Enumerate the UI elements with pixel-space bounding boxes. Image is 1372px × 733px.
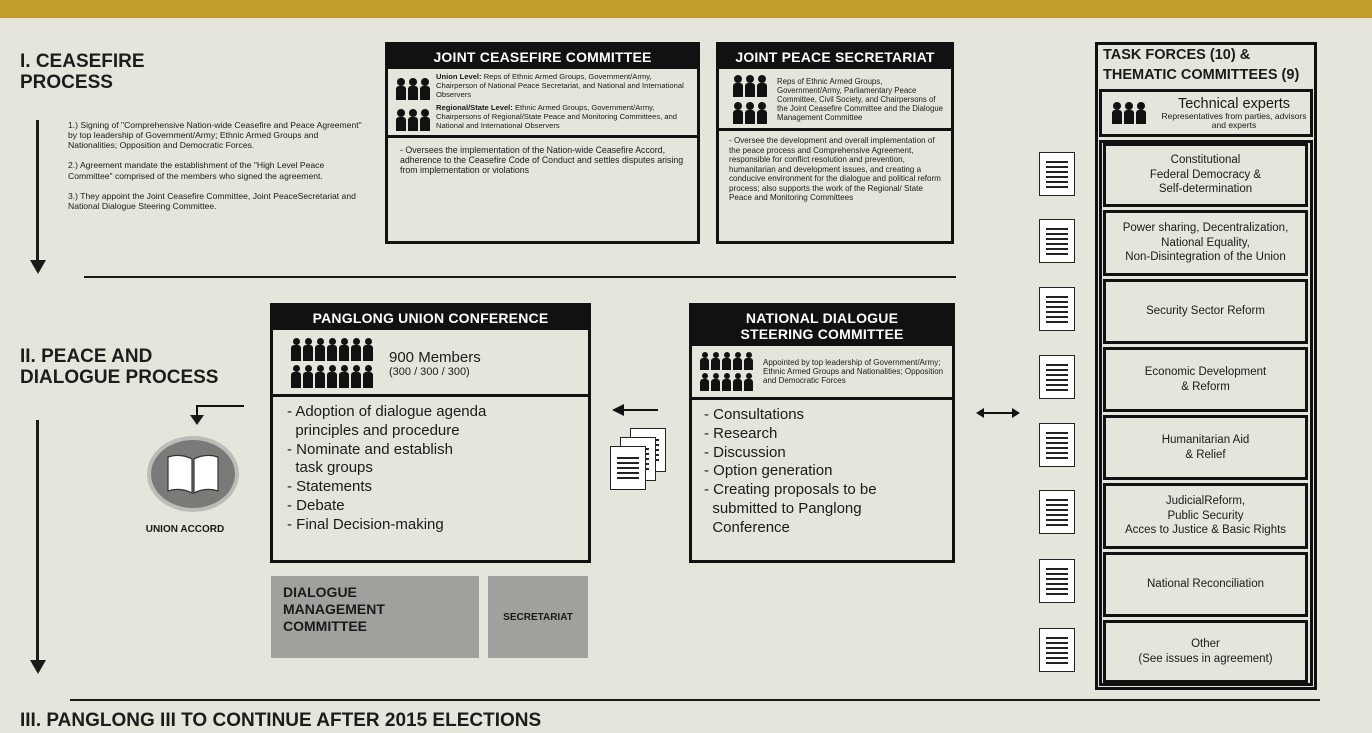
left-arrow-icon [612,404,624,416]
joint-peace-secretariat-box [716,42,954,244]
list-item: - Statements [287,478,373,495]
union-accord-label: UNION ACCORD [145,524,225,535]
puc-members: 900 Members [389,348,481,366]
list-item: - Debate [287,496,345,514]
thematic-committee-item: Other (See issues in agreement) [1103,620,1308,683]
jcc-union-row [388,69,697,102]
list-item: - Creating proposals to be [704,481,877,499]
technical-experts-box [1099,89,1313,137]
thematic-committee-item: Humanitarian Aid & Relief [1103,415,1308,480]
left-arrow-line [622,409,658,411]
jcc-state-desc: Ethnic Armed Groups, Government/Army, Chairpersons of Regional/State Peace and Monitoring Committees, and National and International Observers [436,102,678,130]
section-1-arrow-line [36,120,39,260]
people-icon [733,75,767,97]
list-item: - Nominate and establish [287,440,453,458]
ndsc-title-line2: STEERING COMMITTEE [740,326,904,343]
section-divider-2 [70,699,1320,701]
ndsc-members: Appointed by top leadership of Government/Army; Ethnic Armed Groups and Nationalities; Opposition and Democratic Forces [763,357,944,386]
list-item: - Final Decision-making [287,515,444,533]
document-icon [1039,152,1075,196]
dmc-line1: DIALOGUE [283,584,357,600]
jcc-description: - Oversees the implementation of the Nation-wide Ceasefire Accord, adherence to the Ceasefire Code of Conduct and settles disputes arising from implementation or violations [400,144,684,176]
ndsc-members-row [692,346,952,397]
puc-items [273,397,588,540]
document-icon [1039,423,1075,467]
dmc-line3: COMMITTEE [283,617,367,634]
jps-members: Reps of Ethnic Armed Groups, Government/Army, Parliamentary Peace Committee, Civil Society, and Chairpersons of the Joint Ceasefire Committee and the Dialogue Management Committee [777,76,943,123]
national-dialogue-steering-committee-box [689,303,955,563]
jps-title: JOINT PEACE SECRETARIAT [719,45,951,69]
people-icon [700,352,753,391]
section-2-title [20,347,218,388]
section-1-title [20,52,145,93]
thematic-committee-item: Economic Development & Reform [1103,347,1308,412]
section-1-title-line1: I. CEASEFIRE [20,51,145,72]
ndsc-title-line1: NATIONAL DIALOGUE [745,310,899,326]
thematic-committee-item: Security Sector Reform [1103,279,1308,344]
ndsc-items [692,400,952,543]
list-item: - Research [704,424,778,442]
list-item: - Consultations [704,406,805,424]
jcc-union-label: Union Level: [436,72,482,81]
list-item: - Adoption of dialogue agenda [287,403,487,420]
people-icon [733,102,767,124]
section-1-steps [68,120,368,221]
jps-description: - Oversee the development and overall implementation of the peace process and Comprehensive Agreement, responsible for conflict resolution and prevention, humanitarian and development issues, and creating a conducive environment for the dialogue and political reform process; also supports the work of the Regional/ State Peace and Monitoring Committees [729,136,941,203]
top-accent-bar [0,0,1372,18]
section-1-arrow-head [30,260,46,274]
documents-stack-icon [606,428,676,494]
document-icon [1039,628,1075,672]
puc-split: (300 / 300 / 300) [389,365,470,378]
accord-arrow-head [190,415,204,425]
people-icon [396,73,430,100]
document-icon [1039,219,1075,263]
document-icon [1039,559,1075,603]
jcc-union-text [436,73,691,100]
dialogue-management-committee-box [271,576,479,658]
accord-arrow-line [196,405,244,407]
panglong-union-conference-box [270,303,591,563]
ceasefire-step: 2.) Agreement mandate the establishment of the "High Level Peace Committee" comprised of the members who signed the agreement. [68,160,325,181]
ceasefire-step: 1.) Signing of "Comprehensive Nation-wide Ceasefire and Peace Agreement" by top leadership of Government/Army; Ethnic Armed Groups and Nationalities; Opposition and Democratic Forces. [68,120,362,151]
list-item: Conference [704,518,790,536]
thematic-committee-item: National Reconciliation [1103,552,1308,617]
list-item: submitted to Panglong [704,499,862,517]
section-2-arrow-head [30,660,46,674]
thematic-committee-item: Power sharing, Decentralization, National Equality, Non-Disintegration of the Union [1103,210,1308,276]
people-icon [291,338,373,388]
secretariat-box: SECRETARIAT [488,576,588,658]
section-2-arrow-line [36,420,39,660]
ceasefire-step: 3.) They appoint the Joint Ceasefire Committee, Joint PeaceSecretariat and National Dialogue Steering Committee. [68,190,356,211]
thematic-committee-item: JudicialReform, Public Security Acces to Justice & Basic Rights [1103,483,1308,549]
jcc-state-row [388,102,697,135]
puc-title: PANGLONG UNION CONFERENCE [273,306,588,330]
technical-experts-title: Technical experts [1177,95,1291,112]
people-icon [1112,102,1146,124]
technical-experts-sub: Representatives from parties, advisors and experts [1161,110,1307,130]
list-item: principles and procedure [287,421,460,439]
list-item: - Discussion [704,443,786,461]
task-forces-title-line2: THEMATIC COMMITTEES (9) [1103,66,1300,83]
document-icon [1039,355,1075,399]
book-icon [147,436,239,512]
section-2-title-line2: DIALOGUE PROCESS [20,366,219,388]
thematic-committee-item: Constitutional Federal Democracy & Self-determination [1103,143,1308,207]
list-item: task groups [287,459,373,477]
document-icon [1039,287,1075,331]
people-icon [396,104,430,131]
jcc-state-text [436,104,691,131]
jcc-state-label: Regional/State Level: [436,102,513,112]
dmc-line2: MANAGEMENT [283,600,385,617]
section-1-title-line2: PROCESS [20,71,113,93]
ndsc-title [692,306,952,346]
section-divider-1 [84,276,956,278]
section-2-title-line1: II. PEACE AND [20,346,153,367]
jcc-title: JOINT CEASEFIRE COMMITTEE [388,45,697,69]
document-icon [1039,490,1075,534]
task-forces-title [1103,46,1313,85]
joint-ceasefire-committee-box [385,42,700,244]
section-3-title: III. PANGLONG III TO CONTINUE AFTER 2015 ELECTIONS [20,710,542,731]
list-item: - Option generation [704,462,833,480]
task-forces-title-line1: TASK FORCES (10) & [1103,47,1251,63]
puc-members-row [273,330,588,394]
jcc-union-desc: Reps of Ethnic Armed Groups, Government/Army, Chairperson of National Peace Secretariat, and National and International Observers [436,72,684,99]
jps-members-row [719,69,951,128]
bidirectional-arrow-icon [976,406,1020,420]
